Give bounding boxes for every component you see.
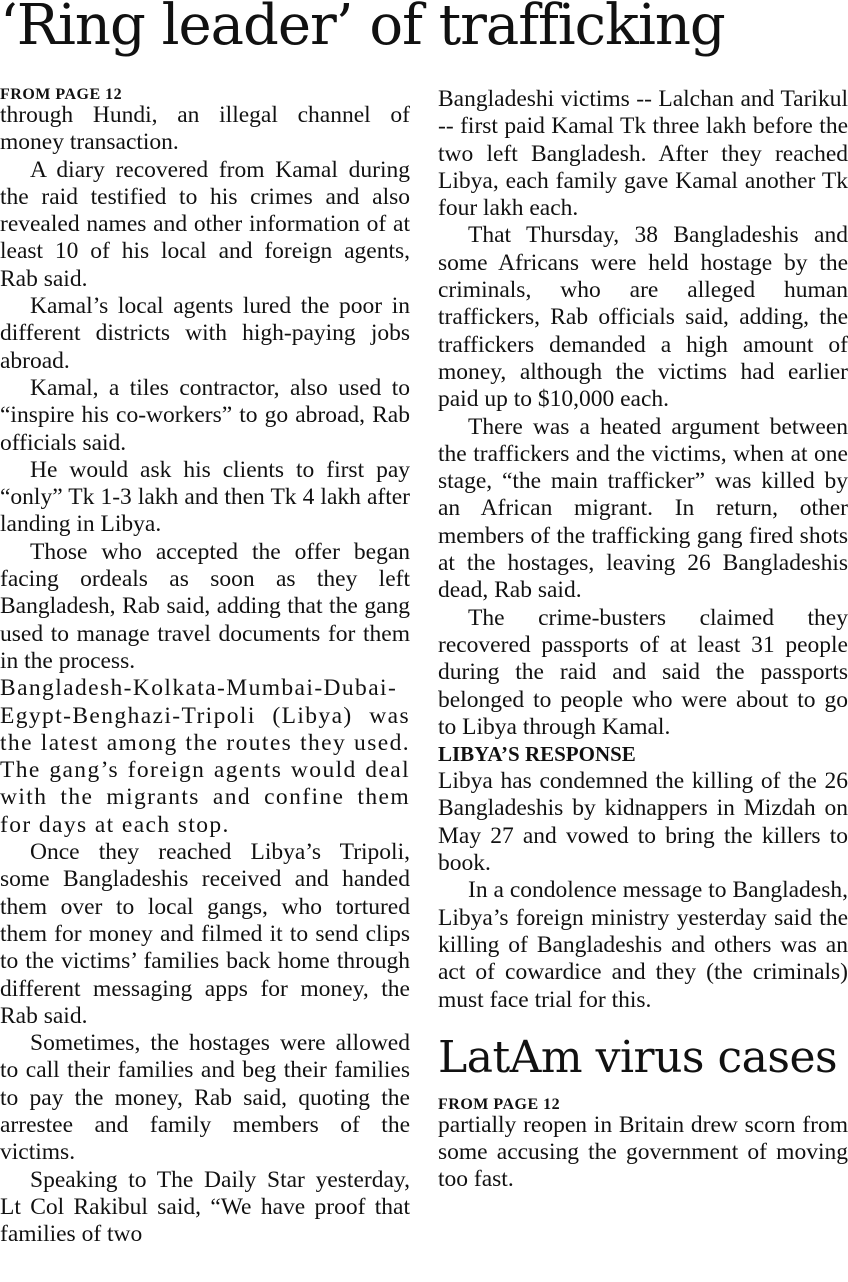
paragraph: Speaking to The Daily Star yesterday, Lt Col Rakibul said, “We have proof that families of two: [0, 1166, 410, 1248]
paragraph: Sometimes, the hostages were allowed to call their families and beg their families to pay the money, Rab said, quoting the arrestee and family members of the victims.: [0, 1030, 410, 1166]
article-column-right: [438, 86, 848, 1194]
continuation-kicker: FROM PAGE 12: [438, 1095, 561, 1113]
article-headline: ‘Ring leader’ of trafficking: [0, 0, 725, 58]
paragraph: through Hundi, an illegal channel of money transaction.: [0, 102, 410, 156]
paragraph: Libya has condemned the killing of the 26 Bangladeshis by kidnappers in Mizdah on May 27 and vowed to bring the killers to book.: [438, 768, 848, 877]
paragraph: That Thursday, 38 Bangladeshis and some Africans were held hostage by the criminals, who are alleged human traffickers, Rab officials said, adding, the traffickers demanded a high amount of money, although the victims had earlier paid up to $10,000 each.: [438, 222, 848, 413]
paragraph: Once they reached Libya’s Tripoli, some Bangladeshis received and handed them over to local gangs, who tortured them for money and filmed it to send clips to the victims’ families back home through different messaging apps for money, the Rab said.: [0, 839, 410, 1029]
paragraph: The crime-busters claimed they recovered passports of at least 31 people during the raid and said the passports belonged to people who were about to go to Libya through Kamal.: [438, 604, 848, 740]
paragraph: partially reopen in Britain drew scorn from some accusing the government of moving too fast.: [438, 1111, 848, 1193]
paragraph: A diary recovered from Kamal during the raid testified to his crimes and also revealed names and other information of at least 10 of his local and foreign agents, Rab said.: [0, 156, 410, 292]
paragraph: In a condolence message to Bangladesh, Libya’s foreign ministry yesterday said the killing of Bangladeshis and others was an act of cowardice and they (the criminals) must face trial for this.: [438, 877, 848, 1013]
paragraph: Kamal, a tiles contractor, also used to “inspire his co-workers” to go abroad, Rab officials said.: [0, 374, 410, 456]
paragraph: There was a heated argument between the traffickers and the victims, when at one stage, “the main trafficker” was killed by an African migrant. In return, other members of the trafficking gang fired shots at the hostages, leaving 26 Bangladeshis dead, Rab said.: [438, 413, 848, 604]
second-article-headline: LatAm virus cases: [438, 1031, 838, 1083]
paragraph: Kamal’s local agents lured the poor in different districts with high-paying jobs abroad.: [0, 293, 410, 374]
continuation-kicker: FROM PAGE 12: [0, 86, 123, 103]
paragraph: Those who accepted the offer began facing ordeals as soon as they left Bangladesh, Rab said, adding that the gang used to manage travel documents for them in the process.: [0, 538, 410, 674]
section-subhead: LIBYA’S RESPONSE: [438, 742, 636, 767]
paragraph: He would ask his clients to first pay “only” Tk 1-3 lakh and then Tk 4 lakh after landing in Libya.: [0, 456, 410, 538]
paragraph: Bangladeshi victims -- Lalchan and Tarikul -- first paid Kamal Tk three lakh before the two left Bangladesh. After they reached Libya, each family gave Kamal another Tk four lakh each.: [438, 86, 848, 222]
paragraph: Bangladesh-Kolkata-Mumbai-Dubai-Egypt-Benghazi-Tripoli (Libya) was the latest among the routes they used. The gang’s foreign agents would deal with the migrants and confine them for days at each stop.: [0, 675, 410, 838]
article-column-left: [0, 86, 410, 1248]
